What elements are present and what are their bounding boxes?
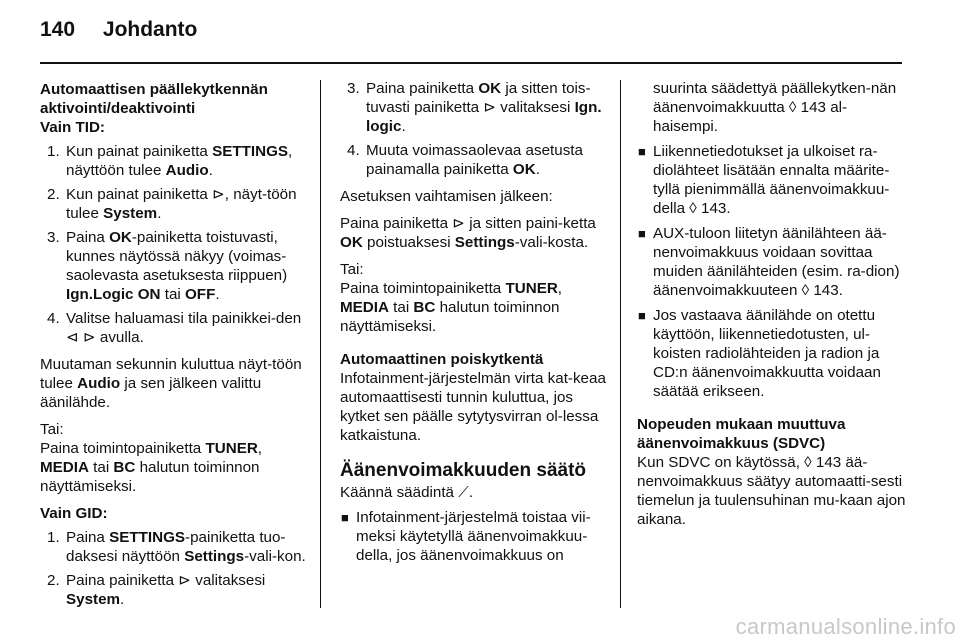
column-3 [637, 79, 909, 529]
column-divider [320, 80, 321, 608]
list-item: 3. Paina painiketta OK ja sitten tois-tuvasti painiketta ⊳ valitaksesi Ign. logic. [347, 80, 602, 135]
column-divider [620, 80, 621, 608]
list-item: 1. Paina SETTINGS-painiketta tuo-daksesi näyttöön Settings-vali-kon. [47, 529, 306, 565]
bullet-icon: ■ [638, 308, 646, 323]
paragraph: Asetuksen vaihtamisen jälkeen: [340, 188, 553, 205]
list-item: ■ Infotainment-järjestelmä toistaa vii-meksi käytetyllä äänenvoimakkuu-della, jos äänenvoimakkuus on [341, 509, 591, 564]
paragraph: Paina toimintopainiketta TUNER, MEDIA tai BC halutun toiminnon näyttämiseksi. [340, 280, 563, 335]
page-header [40, 18, 197, 42]
paragraph: Infotainment-järjestelmän virta kat-keaa automaattisesti tunnin kuluttua, jos kytket sen päälle sytytysvirran ol-lessa katkaistuna. [340, 370, 606, 444]
bullet-icon: ■ [638, 226, 646, 241]
page-number: 140 [40, 18, 76, 41]
header-rule [40, 62, 902, 64]
subheading-gid: Vain GID: [40, 505, 108, 522]
list-item: ■ Jos vastaava äänilähde on otettu käyttöön, liikennetiedotusten, ul-koisten radiolähteiden ja radion ja CD:n äänenvoimakkuutta voidaan säätää erikseen. [638, 307, 881, 400]
column-2 [340, 79, 606, 565]
section-heading: Automaattinen poiskytkentä [340, 351, 544, 368]
paragraph: Tai: [340, 261, 364, 278]
bullet-icon: ■ [638, 144, 646, 159]
list-item: 2. Paina painiketta ⊳ valitaksesi System. [47, 572, 266, 608]
list-item: 1. Kun painat painiketta SETTINGS, näyttöön tulee Audio. [47, 143, 293, 179]
paragraph: Tai: [40, 421, 64, 438]
watermark: carmanualsonline.info [735, 614, 956, 639]
list-item: 4. Valitse haluamasi tila painikkei-den ⊲ ⊳ avulla. [47, 310, 302, 346]
column-1 [40, 80, 306, 609]
paragraph: Muutaman sekunnin kuluttua näyt-töön tulee Audio ja sen jälkeen valittu äänilähde. [40, 356, 302, 411]
paragraph: Kun SDVC on käytössä, ◊ 143 ää-nenvoimakkuus säätyy automaatti-sesti tiemelun ja tuulensuhinan mu-kaan ajon aikana. [637, 454, 906, 528]
list-item: ■ AUX-tuloon liitetyn äänilähteen ää-nenvoimakkuus voidaan sovittaa muiden äänilähteiden (esim. ra-dion) äänenvoimakkuuteen ◊ 143. [638, 225, 900, 299]
paragraph: Paina painiketta ⊳ ja sitten paini-ketta OK poistuaksesi Settings-vali-kosta. [340, 215, 596, 251]
bullet-icon: ■ [341, 510, 349, 525]
page-title: Johdanto [102, 18, 198, 41]
list-item: 2. Kun painat painiketta ⊳, näyt-töön tulee System. [47, 186, 297, 222]
paragraph: Paina toimintopainiketta TUNER, MEDIA tai BC halutun toiminnon näyttämiseksi. [40, 440, 263, 495]
list-item: 3. Paina OK-painiketta toistuvasti, kunnes näytössä näkyy (voimas-saolevasta asetuksesta riippuen) Ign.Logic ON tai OFF. [47, 229, 288, 303]
section-title: Äänenvoimakkuuden säätö [340, 460, 587, 481]
section-heading: Automaattisen päällekytkennän aktivointi/deaktivointi [40, 81, 268, 117]
list-item: ■ Liikennetiedotukset ja ulkoiset ra-diolähteet lisätään ennalta määrite-tyllä pienimmällä äänenvoimakkuu-della ◊ 143. [638, 143, 890, 217]
list-item: 4. Muuta voimassaolevaa asetusta painamalla painiketta OK. [347, 142, 583, 178]
subheading-tid: Vain TID: [40, 119, 105, 136]
paragraph: Käännä säädintä ⟋. [340, 484, 474, 501]
paragraph: suurinta säädettyä päällekytken-nän äänenvoimakkuutta ◊ 143 al-haisempi. [653, 80, 897, 135]
section-heading: Nopeuden mukaan muuttuva äänenvoimakkuus (SDVC) [637, 416, 846, 452]
